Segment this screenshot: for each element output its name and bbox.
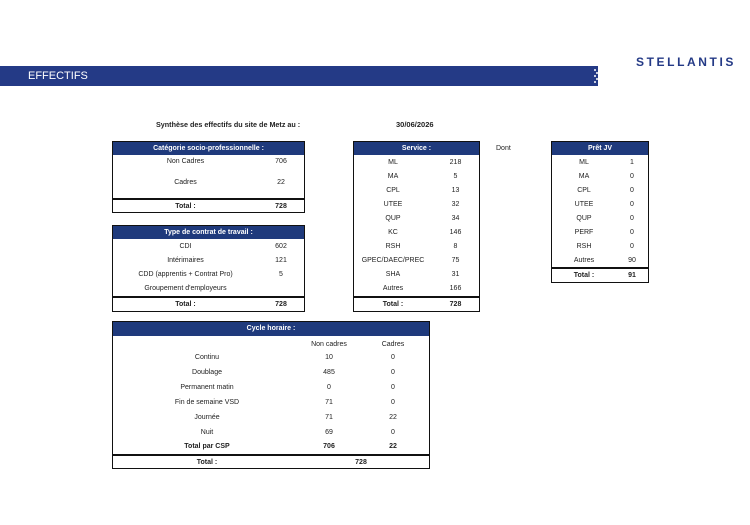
row-label: Cadres bbox=[174, 179, 197, 186]
table-row bbox=[552, 240, 648, 254]
row-value: 0 bbox=[630, 215, 634, 222]
header-banner bbox=[0, 66, 598, 86]
row-label: SHA bbox=[385, 271, 401, 278]
row-value: 34 bbox=[451, 215, 460, 222]
row-label: ML bbox=[388, 159, 398, 166]
table-row bbox=[113, 381, 429, 395]
table-row bbox=[113, 282, 304, 296]
table-row bbox=[552, 226, 648, 240]
row-label: Autres bbox=[573, 257, 595, 264]
row-label: KC bbox=[388, 229, 398, 236]
contrat-header: Type de contrat de travail : bbox=[113, 226, 304, 239]
csp-header: Catégorie socio-professionnelle : bbox=[113, 142, 304, 155]
row-value: 706 bbox=[275, 158, 287, 165]
total-row bbox=[113, 454, 429, 469]
cycle-table bbox=[112, 321, 430, 469]
row-value: 22 bbox=[389, 414, 397, 421]
row-value: 0 bbox=[630, 229, 634, 236]
row-value: 485 bbox=[323, 369, 335, 376]
page-title: EFFECTIFS bbox=[28, 70, 88, 82]
total-row bbox=[113, 198, 304, 213]
row-label: MA bbox=[387, 173, 399, 180]
table-row bbox=[113, 254, 304, 268]
total-value: 728 bbox=[275, 203, 287, 210]
row-label: QUP bbox=[576, 215, 592, 222]
row-label: CPL bbox=[577, 187, 591, 194]
col-non-cadres: Non cadres bbox=[311, 341, 347, 348]
service-header: Service : bbox=[354, 142, 479, 155]
row-value: 13 bbox=[451, 187, 460, 194]
col-cadres: Cadres bbox=[381, 341, 405, 348]
total-label: Total : bbox=[196, 459, 218, 466]
table-row bbox=[113, 426, 429, 440]
row-value: 166 bbox=[449, 285, 462, 292]
pret-header: Prêt JV bbox=[552, 142, 648, 155]
total-value: 91 bbox=[628, 272, 636, 279]
table-row bbox=[552, 184, 648, 198]
total-label: Total : bbox=[382, 301, 404, 308]
row-label: ML bbox=[579, 159, 589, 166]
table-row bbox=[113, 156, 304, 168]
table-row bbox=[113, 172, 304, 194]
row-value: 31 bbox=[451, 271, 460, 278]
row-label: Continu bbox=[194, 354, 220, 361]
row-label: RSH bbox=[385, 243, 401, 250]
row-label: Total par CSP bbox=[184, 443, 230, 450]
row-value: 22 bbox=[277, 179, 285, 186]
table-row bbox=[354, 240, 479, 254]
row-label: Nuit bbox=[200, 429, 214, 436]
row-label: Groupement d'employeurs bbox=[144, 285, 227, 292]
total-row bbox=[552, 267, 648, 283]
table-row bbox=[113, 268, 304, 282]
row-value: 0 bbox=[327, 384, 331, 391]
row-value: 5 bbox=[453, 173, 458, 180]
pret-jv-table bbox=[551, 141, 649, 283]
row-label: PERF bbox=[574, 229, 594, 236]
row-value: 22 bbox=[389, 443, 397, 450]
table-row bbox=[354, 184, 479, 198]
row-value: 71 bbox=[325, 399, 333, 406]
table-row bbox=[354, 254, 479, 268]
table-row bbox=[113, 366, 429, 380]
table-row bbox=[354, 282, 479, 296]
table-row bbox=[354, 212, 479, 226]
row-value: 218 bbox=[449, 159, 462, 166]
row-value: 5 bbox=[279, 271, 283, 278]
total-row bbox=[113, 296, 304, 312]
row-value: 0 bbox=[391, 354, 395, 361]
total-label: Total : bbox=[175, 203, 196, 210]
row-label: Permanent matin bbox=[180, 384, 234, 391]
row-label: GPEC/DAEC/PREC bbox=[361, 257, 425, 264]
table-row bbox=[354, 170, 479, 184]
row-value: 0 bbox=[630, 243, 634, 250]
table-row bbox=[354, 156, 479, 170]
table-row bbox=[552, 156, 648, 170]
row-value: 706 bbox=[323, 443, 335, 450]
total-row bbox=[354, 296, 479, 312]
row-label: CDD (apprentis + Contrat Pro) bbox=[138, 271, 233, 278]
row-label: UTEE bbox=[574, 201, 594, 208]
column-headers bbox=[113, 339, 429, 351]
row-value: 69 bbox=[325, 429, 333, 436]
table-row bbox=[552, 212, 648, 226]
row-value: 0 bbox=[391, 369, 395, 376]
row-label: Non Cadres bbox=[166, 158, 205, 165]
row-value: 146 bbox=[449, 229, 462, 236]
row-value: 90 bbox=[628, 257, 636, 264]
row-value: 8 bbox=[453, 243, 458, 250]
csp-total-row bbox=[113, 441, 429, 453]
table-row bbox=[552, 254, 648, 268]
row-label: CDI bbox=[179, 243, 192, 250]
row-value: 10 bbox=[325, 354, 333, 361]
row-label: CPL bbox=[386, 187, 400, 194]
row-value: 0 bbox=[391, 384, 395, 391]
row-value: 0 bbox=[630, 173, 634, 180]
table-row bbox=[354, 198, 479, 212]
row-value: 0 bbox=[630, 201, 634, 208]
row-value: 0 bbox=[630, 187, 634, 194]
dont-label: Dont bbox=[496, 145, 511, 152]
row-value: 121 bbox=[275, 257, 287, 264]
row-label: UTEE bbox=[383, 201, 403, 208]
total-value: 728 bbox=[355, 459, 367, 466]
row-value: 71 bbox=[325, 414, 333, 421]
table-row bbox=[354, 268, 479, 282]
total-label: Total : bbox=[573, 272, 595, 279]
stellantis-logo: STELLANTIS bbox=[636, 55, 736, 69]
table-row bbox=[354, 226, 479, 240]
table-row bbox=[552, 198, 648, 212]
row-value: 75 bbox=[451, 257, 460, 264]
row-value: 0 bbox=[391, 429, 395, 436]
dots-decoration-icon bbox=[592, 66, 604, 86]
row-value: 32 bbox=[451, 201, 460, 208]
csp-table bbox=[112, 141, 305, 213]
row-label: Fin de semaine VSD bbox=[174, 399, 240, 406]
row-label: RSH bbox=[576, 243, 592, 250]
row-label: Autres bbox=[382, 285, 404, 292]
service-table bbox=[353, 141, 480, 312]
row-label: Intérimaires bbox=[167, 257, 204, 264]
table-row bbox=[113, 411, 429, 425]
table-row bbox=[113, 396, 429, 410]
table-row bbox=[113, 351, 429, 365]
row-label: QUP bbox=[385, 215, 401, 222]
total-label: Total : bbox=[175, 301, 196, 308]
table-row bbox=[552, 170, 648, 184]
contrat-table bbox=[112, 225, 305, 312]
synthese-date: 30/06/2026 bbox=[396, 120, 434, 129]
row-value: 1 bbox=[630, 159, 634, 166]
total-value: 728 bbox=[275, 301, 287, 308]
total-value: 728 bbox=[449, 301, 462, 308]
row-label: Doublage bbox=[192, 369, 222, 376]
cycle-header: Cycle horaire : bbox=[113, 322, 429, 336]
row-label: Journée bbox=[194, 414, 220, 421]
row-label: MA bbox=[578, 173, 590, 180]
row-value: 0 bbox=[391, 399, 395, 406]
synthese-label: Synthèse des effectifs du site de Metz au : bbox=[156, 120, 301, 129]
row-value: 602 bbox=[275, 243, 287, 250]
table-row bbox=[113, 240, 304, 254]
